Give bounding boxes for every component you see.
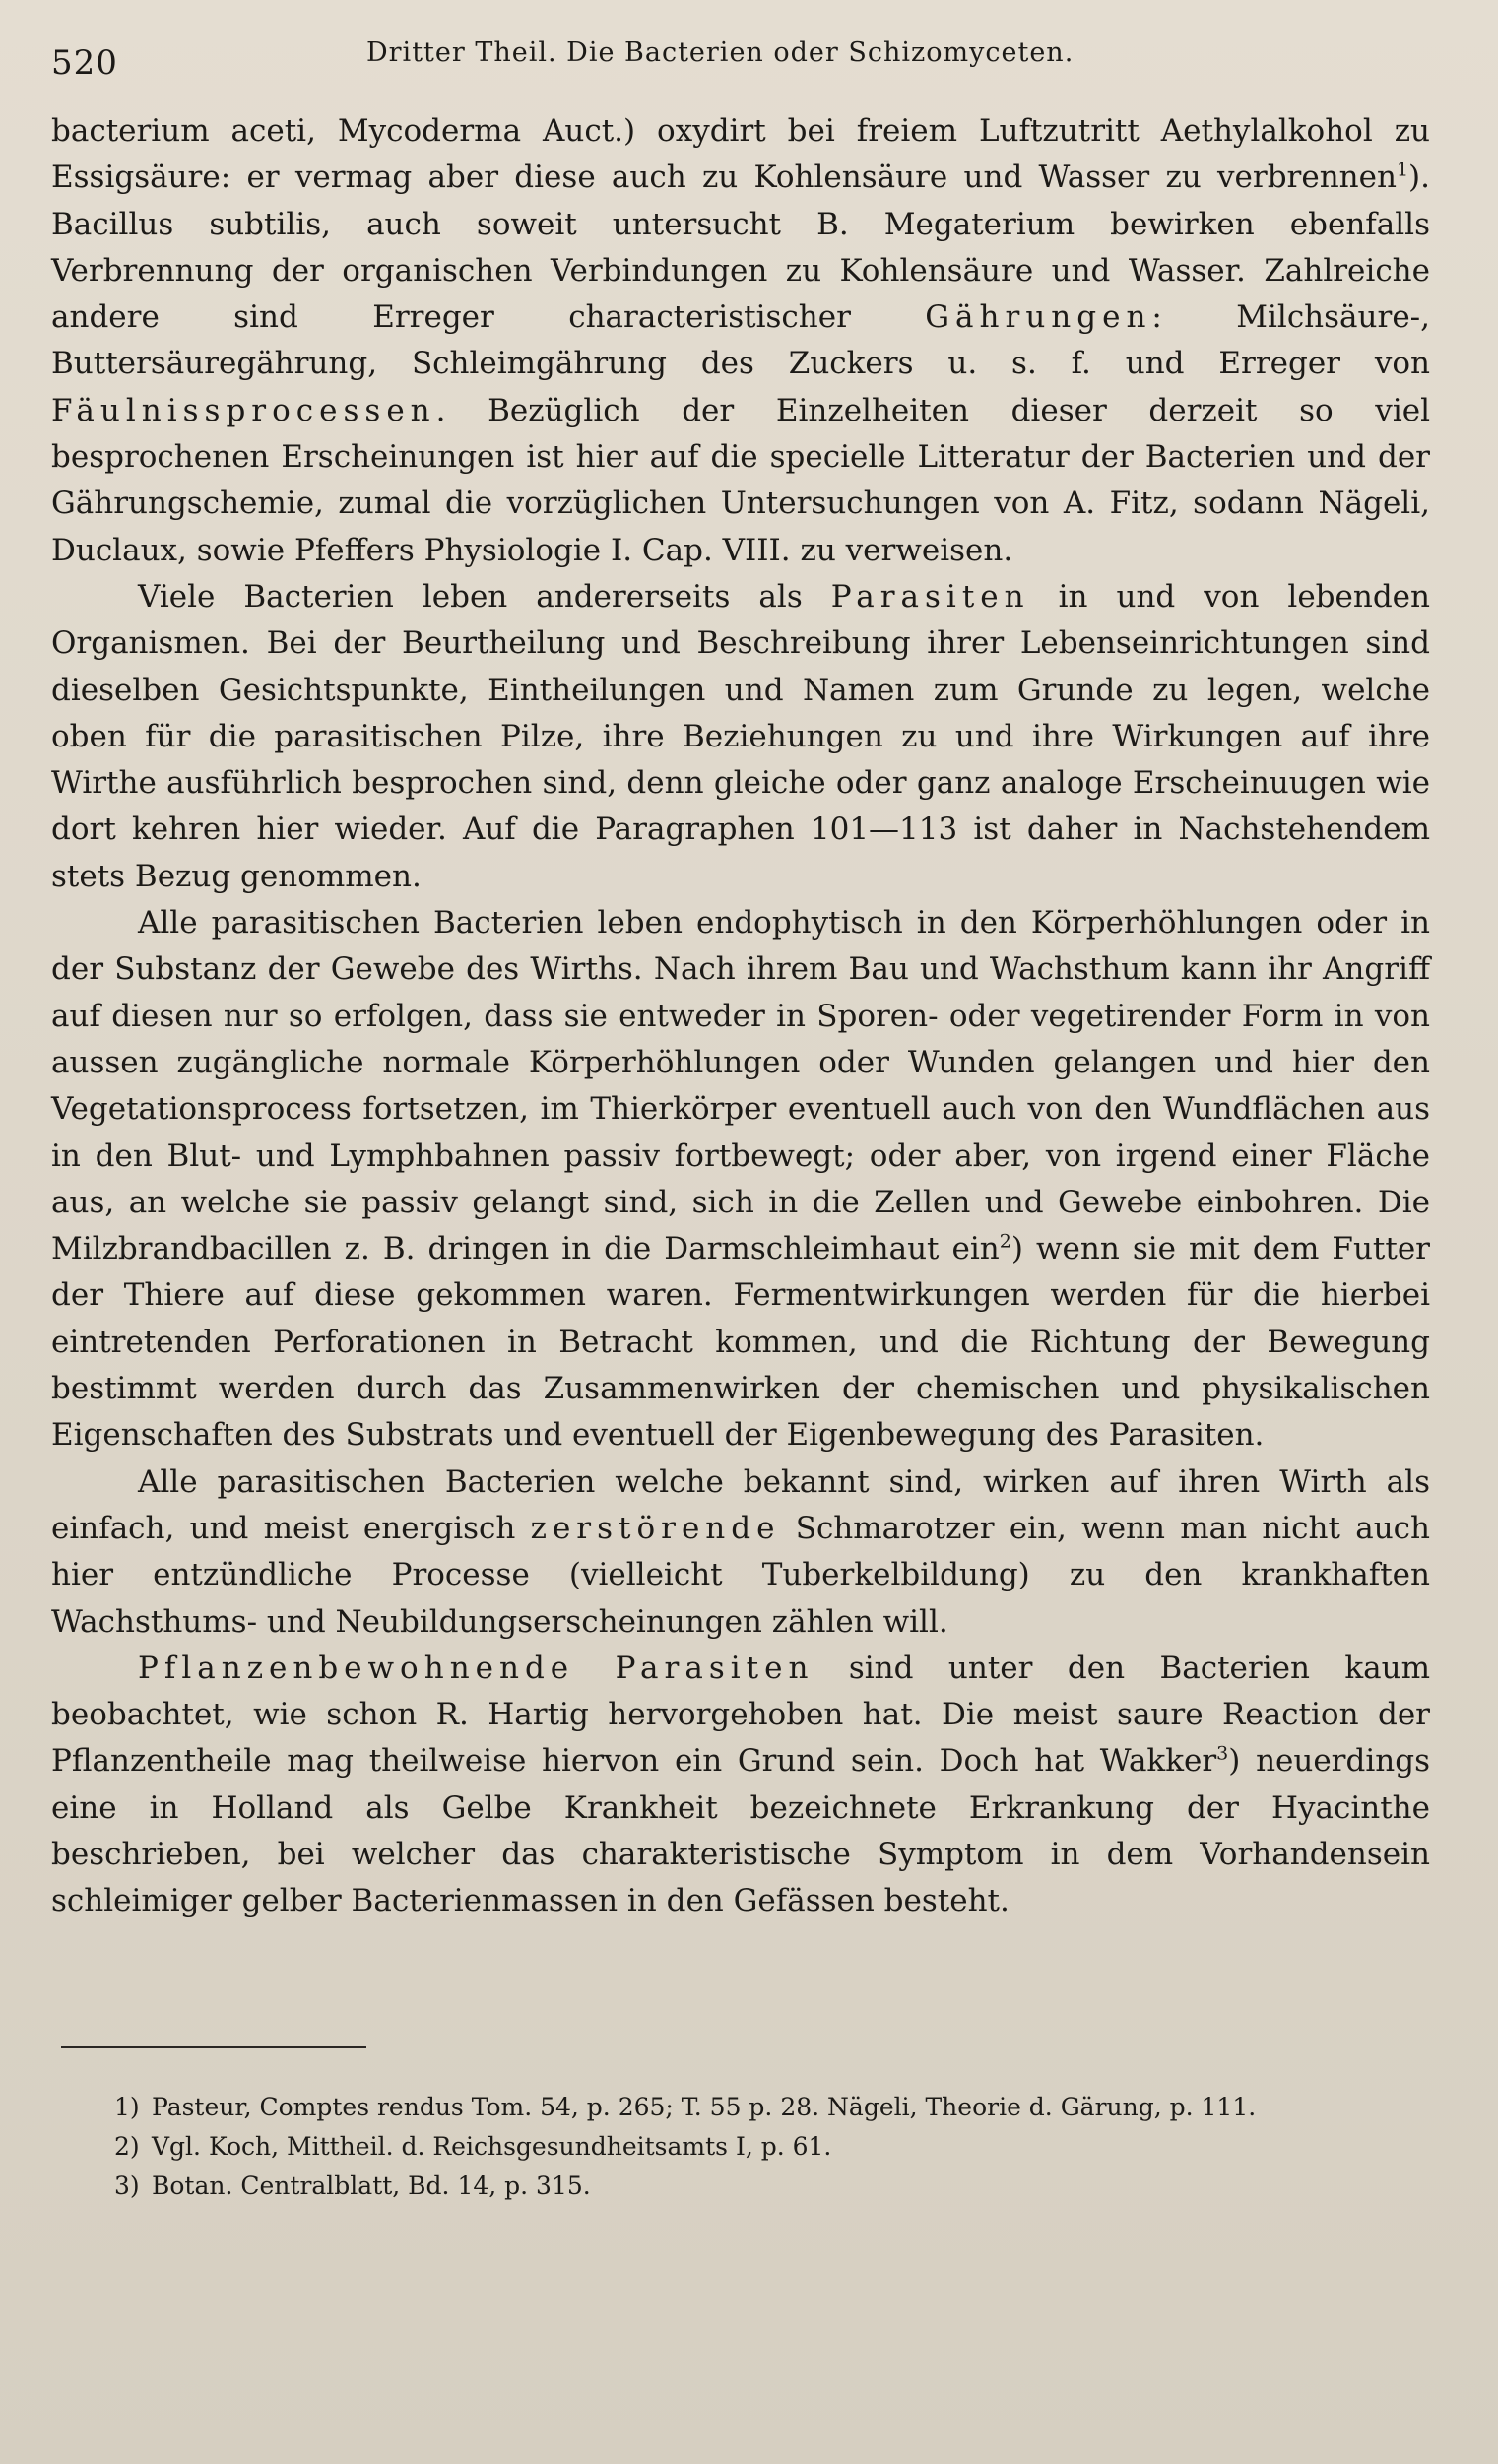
paragraph-2-text-a: Viele Bacterien leben andererseits als <box>138 578 831 615</box>
paragraph-5-text-b: ) neuerdings eine in Holland als Gelbe Krankheit bezeichnete Erkrankung der Hyacinthe beschrieben, bei welcher das charakteristische Symptom in dem Vorhandensein schleimiger gelber Bacterienmassen in den Gefässen besteht. <box>51 1743 1430 1919</box>
spaced-term-zerstoerende: zerstörende <box>530 1510 781 1546</box>
footnote-ref-2: 2 <box>999 1230 1011 1253</box>
footnote-2-mark: 2) <box>114 2132 140 2161</box>
footnote-3 <box>67 2167 1426 2206</box>
footnote-3-mark: 3) <box>114 2172 140 2200</box>
spaced-term-gaehrungen: Gährungen <box>925 299 1152 336</box>
paragraph-3-text-b: ) wenn sie mit dem Futter der Thiere auf diese gekommen waren. Fermentwirkungen werden für die hierbei eintretenden Perforationen in Betracht kommen, und die Richtung der Bewegung bestimmt werden durch das Zusammenwirken der chemischen und physikalischen Eigenschaften des Substrats und eventuell der Eigenbewegung des Parasiten. <box>51 1231 1430 1454</box>
paragraph-5-text-a: sind unter den Bacterien kaum beobachtet, wie schon R. Hartig hervorgehoben hat. Die meist saure Reaction der Pflanzentheile mag theilweise hiervon ein Grund sein. Doch hat Wakker <box>51 1650 1430 1780</box>
footnote-2-text: Vgl. Koch, Mittheil. d. Reichsgesundheitsamts I, p. 61. <box>152 2132 832 2161</box>
paragraph-4-text-a: Alle parasitischen Bacterien welche bekannt sind, wirken auf ihren Wirth als einfach, und meist energisch <box>51 1463 1430 1546</box>
paragraph-1-text-b: ). Bacillus subtilis, auch soweit untersucht B. Megaterium bewirken ebenfalls Verbrennung der organischen Verbindungen zu Kohlensäure und Wasser. Zahlreiche andere sind Erreger characteristischer <box>51 160 1430 336</box>
body-text <box>51 108 1430 1925</box>
spaced-term-parasiten: Parasiten <box>830 578 1030 615</box>
page-number: 520 <box>51 43 118 83</box>
paragraph-3 <box>51 900 1430 1459</box>
footnote-1-mark: 1) <box>114 2093 140 2121</box>
paragraph-2-text-b: in und von lebenden Organismen. Bei der Beurtheilung und Beschreibung ihrer Lebenseinrichtungen sind dieselben Gesichtspunkte, Eintheilungen und Namen zum Grunde zu legen, welche oben für die parasitischen Pilze, ihre Beziehungen zu und ihre Wirkungen auf ihre Wirthe ausführlich besprochen sind, denn gleiche oder ganz analoge Erscheinuugen wie dort kehren hier wieder. Auf die Paragraphen 101—113 ist daher in Nachstehendem stets Bezug genommen. <box>51 578 1430 894</box>
paragraph-2 <box>51 574 1430 900</box>
footnote-1 <box>67 2088 1426 2127</box>
footnote-ref-3: 3 <box>1216 1743 1229 1766</box>
spaced-term-pflanzenbewohnende-parasiten: Pflanzenbewohnende Parasiten <box>138 1650 814 1686</box>
paragraph-5 <box>51 1646 1430 1925</box>
footnote-ref-1: 1 <box>1396 159 1409 181</box>
footnotes <box>67 2088 1426 2206</box>
paragraph-1 <box>51 108 1430 574</box>
running-title: Dritter Theil. Die Bacterien oder Schizomyceten. <box>366 37 1075 68</box>
footnote-3-text: Botan. Centralblatt, Bd. 14, p. 315. <box>152 2172 591 2200</box>
page-header <box>51 33 1430 87</box>
spaced-term-faeulnissprocessen: Fäulnissprocessen <box>51 392 436 428</box>
paragraph-1-text-c: : Milchsäure-, Buttersäuregährung, Schleimgährung des Zuckers u. s. f. und Erreger von <box>51 299 1430 382</box>
paragraph-1-text-a: bacterium aceti, Mycoderma Auct.) oxydirt bei freiem Luftzutritt Aethylalkohol zu Essigsäure: er vermag aber diese auch zu Kohlensäure und Wasser zu verbrennen <box>51 113 1430 196</box>
paragraph-3-text-a: Alle parasitischen Bacterien leben endophytisch in den Körperhöhlungen oder in der Substanz der Gewebe des Wirths. Nach ihrem Bau und Wachsthum kann ihr Angriff auf diesen nur so erfolgen, dass sie entweder in Sporen- oder vegetirender Form in von aussen zugängliche normale Körperhöhlungen oder Wunden gelangen und hier den Vegetationsprocess fortsetzen, im Thierkörper eventuell auch von den Wundflächen aus in den Blut- und Lymphbahnen passiv fortbewegt; oder aber, von irgend einer Fläche aus, an welche sie passiv gelangt sind, sich in die Zellen und Gewebe einbohren. Die Milzbrandbacillen z. B. dringen in die Darmschleimhaut ein <box>51 905 1430 1267</box>
footnote-2 <box>67 2127 1426 2167</box>
footnote-divider <box>61 2046 366 2048</box>
paragraph-4 <box>51 1459 1430 1646</box>
footnote-1-text: Pasteur, Comptes rendus Tom. 54, p. 265; T. 55 p. 28. Nägeli, Theorie d. Gärung, p. 111. <box>152 2093 1257 2121</box>
paragraph-1-text-d: . Bezüglich der Einzelheiten dieser derzeit so viel besprochenen Erscheinungen ist hier auf die specielle Litteratur der Bacterien und der Gährungschemie, zumal die vorzüglichen Untersuchungen von A. Fitz, sodann Nägeli, Duclaux, sowie Pfeffers Physiologie I. Cap. VIII. zu verweisen. <box>51 392 1430 568</box>
paragraph-4-text-b: Schmarotzer ein, wenn man nicht auch hier entzündliche Processe (vielleicht Tuberkelbildung) zu den krankhaften Wachsthums- und Neubildungserscheinungen zählen will. <box>51 1510 1430 1640</box>
